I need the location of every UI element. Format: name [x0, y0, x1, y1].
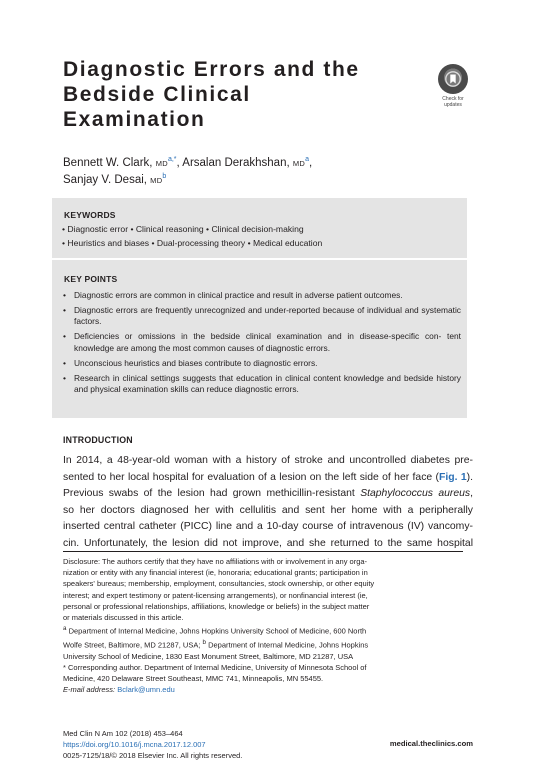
author-line [63, 155, 473, 172]
key-point-item: • Deficiencies or omissions in the bedside clinical examination and in disease-specific con- tent knowledge are among the most common causes of diagnostic errors. [63, 331, 461, 354]
affiliation-marker[interactable]: b [162, 173, 167, 181]
author-name: , Arsalan Derakhshan, [176, 157, 293, 169]
email-line [63, 684, 473, 695]
key-points-heading: KEY POINTS [64, 274, 118, 284]
disclosure-line: interest; and expert testimony or patent-licensing arrangements), or nonfinancial interest (ie, [63, 590, 368, 600]
separator: , [309, 157, 313, 169]
badge-label-line: Check for [442, 96, 464, 102]
title-line: Examination [63, 108, 206, 131]
body-text-run: ). [466, 471, 473, 483]
author-name: Bennett W. Clark, [63, 157, 156, 169]
email-link[interactable]: Bclark@umn.edu [117, 685, 175, 695]
disclosure-line: nization or entity with any financial interest (ie, honoraria; educational grants; participation in [63, 568, 368, 578]
bookmark-icon [444, 70, 462, 88]
affiliation-text: Department of Internal Medicine, Johns Hopkins [206, 640, 369, 650]
title-line: Diagnostic Errors and the [63, 58, 360, 81]
author-degree: MD [150, 176, 163, 185]
introduction-body [63, 453, 473, 553]
body-text-run: , [470, 488, 474, 500]
affiliation-marker[interactable]: a [305, 156, 310, 164]
issn-copyright: 0025-7125/18/© 2018 Elsevier Inc. All rights reserved. [63, 751, 243, 760]
affiliation-marker[interactable]: a,* [167, 156, 177, 164]
affiliation-marker: a [63, 625, 67, 633]
key-point-item: • Unconscious heuristics and biases contribute to diagnostic errors. [63, 358, 461, 369]
check-for-updates-label[interactable] [432, 96, 474, 108]
figure-link[interactable]: Fig. 1 [439, 471, 467, 483]
footnote-divider [63, 551, 463, 552]
disclosure-line: personal or professional relationships, affiliations, knowledge or beliefs) in the subject matter [63, 601, 370, 611]
disclosure-line: speakers' bureaus; membership, employment, consultancies, stock ownership, or other equity [63, 579, 375, 589]
affiliation-text: Wolfe Street, Baltimore, MD 21287, USA; [63, 640, 203, 650]
journal-website[interactable]: medical.theclinics.com [389, 739, 473, 748]
author-degree: MD [155, 159, 168, 168]
body-line: so her doctors diagnosed her with cellulitis and sent her home with a peripherally [63, 504, 473, 516]
keywords-keypoints-box [52, 198, 467, 418]
body-line [63, 486, 473, 503]
email-label: E-mail address: [63, 685, 118, 695]
key-point-item: • Diagnostic errors are common in clinical practice and result in adverse patient outcomes. [63, 290, 461, 301]
author-line [63, 172, 473, 189]
check-for-updates-icon[interactable] [438, 64, 468, 94]
citation: Med Clin N Am 102 (2018) 453–464 [63, 729, 183, 738]
body-line: In 2014, a 48-year-old woman with a history of stroke and uncontrolled diabetes pre- [63, 455, 473, 466]
introduction-heading: INTRODUCTION [63, 435, 133, 445]
disclosure-line: Disclosure: The authors certify that they have no affiliations with or involvement in any orga- [63, 557, 368, 566]
keywords-heading: KEYWORDS [64, 210, 116, 220]
keywords-line: • Diagnostic error • Clinical reasoning • Clinical decision-making [62, 224, 304, 234]
corresponding-line: * Corresponding author. Department of Internal Medicine, University of Minnesota School of [63, 662, 367, 672]
affiliation-text: Department of Internal Medicine, Johns Hopkins University School of Medicine, 600 North [66, 626, 367, 636]
badge-label-line: updates [444, 102, 462, 108]
author-degree: MD [292, 159, 306, 168]
body-line: inserted central catheter (PICC) line and a 10-day course of intravenous (IV) vancomy- [63, 521, 473, 533]
doi-link[interactable]: https://doi.org/10.1016/j.mcna.2017.12.007 [63, 740, 206, 749]
body-line: cin. Unfortunately, the lesion did not improve, and she returned to the same hospital [63, 537, 473, 549]
box-divider [52, 258, 467, 260]
title-line: Bedside Clinical [63, 83, 251, 106]
key-point-item: • Diagnostic errors are frequently unrecognized and under-reported because of individual and systematic factors. [63, 305, 461, 328]
key-points-list [63, 290, 461, 399]
keywords-line: • Heuristics and biases • Dual-processing theory • Medical education [62, 238, 323, 248]
disclosure-line: or materials discussed in this article. [63, 613, 184, 623]
body-line [63, 470, 473, 487]
affiliation-line [63, 637, 473, 651]
author-name: Sanjay V. Desai, [63, 174, 151, 186]
organism-name: Staphylococcus aureus [360, 488, 471, 500]
article-title [63, 57, 393, 132]
affiliation-marker: b [202, 638, 206, 646]
author-list [63, 155, 473, 189]
body-text-run: Previous swabs of the lesion had grown methicillin-resistant [63, 488, 361, 500]
affiliation-line: University School of Medicine, 1830 East Monument Street, Baltimore, MD 21287, USA [63, 651, 354, 661]
footnote-block [63, 556, 473, 695]
body-text-run: sented to her local hospital for evaluation of a lesion on the left side of her face ( [63, 471, 440, 483]
affiliation-line [63, 623, 473, 637]
corresponding-line: Medicine, 420 Delaware Street Southeast, MMC 741, Minneapolis, MN 55455. [63, 674, 324, 684]
key-point-item: • Research in clinical settings suggests that education in clinical content knowledge and bedside history and physical examination skills can reduce diagnostic errors. [63, 373, 461, 396]
